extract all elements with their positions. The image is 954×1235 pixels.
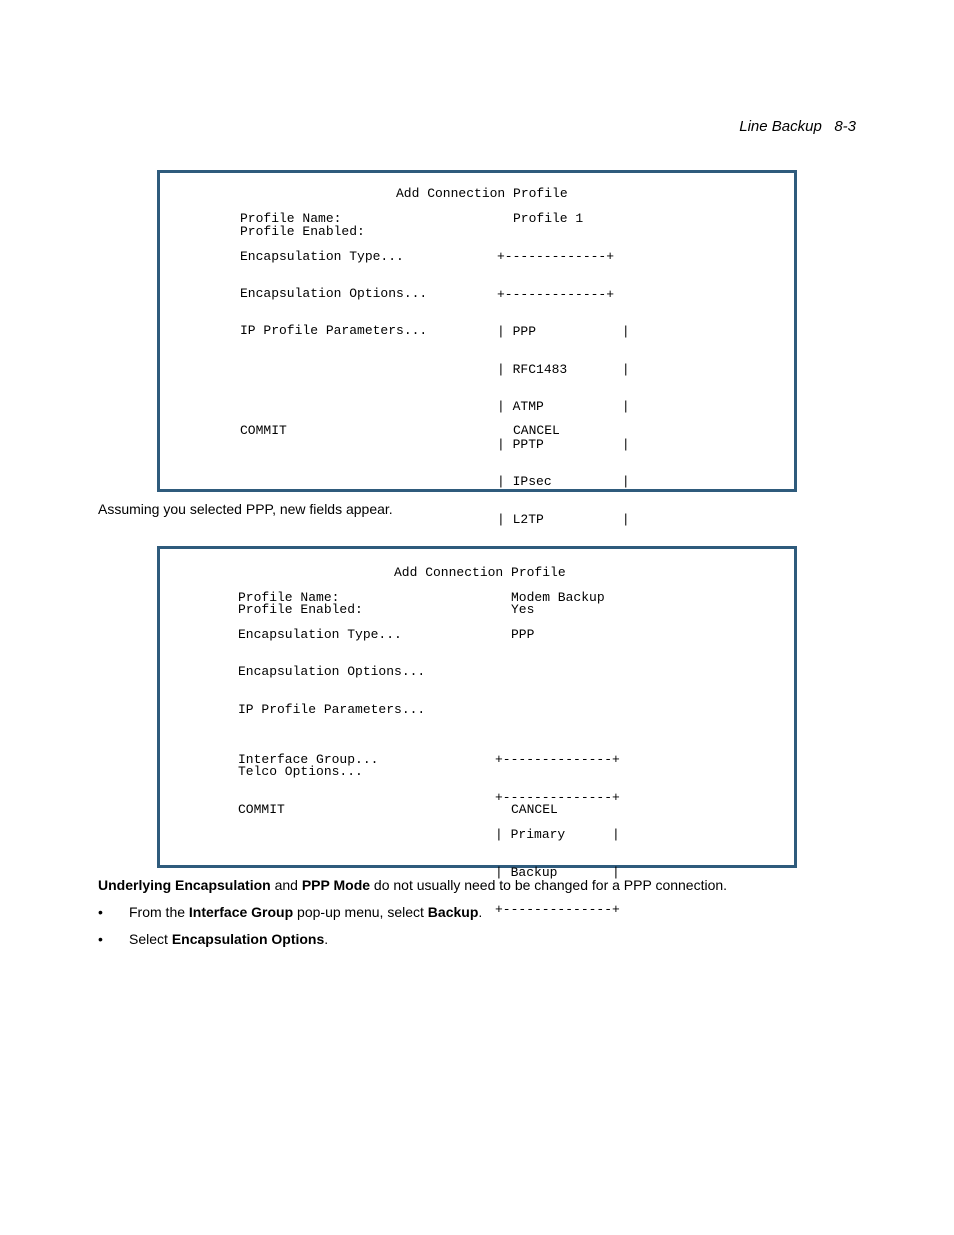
bullet-marker: • [98, 931, 103, 947]
popup-border-top-2: +--------------+ [495, 789, 620, 805]
field-telco-options[interactable]: Telco Options... [238, 764, 363, 779]
popup-item-atmp[interactable]: | ATMP | [497, 399, 630, 414]
popup-item-ppp[interactable]: | PPP | [497, 324, 630, 339]
field-encapsulation-options[interactable]: Encapsulation Options... [238, 664, 426, 679]
field-ip-profile-parameters[interactable]: IP Profile Parameters... [238, 702, 426, 717]
popup-border-top: +-------------+ [497, 249, 615, 264]
value-profile-name: Profile 1 [513, 211, 584, 226]
bullet-marker: • [98, 904, 103, 920]
popup-item-l2tp[interactable]: | L2TP | [497, 511, 630, 527]
value-profile-enabled: Yes [511, 602, 535, 617]
interface-group-popup-menu [495, 729, 620, 942]
popup-border-top-2: +-------------+ [497, 286, 615, 302]
caption-underlying-encapsulation: Underlying Encapsulation and PPP Mode do not usually need to be changed for a PPP connection. [98, 877, 728, 893]
value-encapsulation-type: PPP [511, 627, 535, 642]
header-page-number: 8-3 [834, 118, 856, 135]
screen-title: Add Connection Profile [394, 565, 566, 580]
field-ip-profile-parameters[interactable]: IP Profile Parameters... [240, 323, 428, 338]
field-interface-group[interactable]: Interface Group... [238, 752, 379, 767]
cancel-button[interactable]: CANCEL [511, 802, 558, 817]
label-profile-enabled: Profile Enabled: [238, 602, 363, 617]
cancel-button[interactable]: CANCEL [513, 423, 560, 438]
screen-title: Add Connection Profile [396, 186, 568, 201]
popup-border-bottom: +--------------+ [495, 902, 620, 917]
popup-border-top: +--------------+ [495, 752, 620, 767]
value-profile-name: Modem Backup [511, 590, 605, 605]
label-profile-name: Profile Name: [238, 590, 340, 605]
header-section: Line Backup [739, 118, 822, 135]
bullet-encapsulation-options: Select Encapsulation Options. [129, 931, 329, 947]
label-profile-name: Profile Name: [240, 211, 342, 226]
field-encapsulation-type[interactable]: Encapsulation Type... [240, 249, 404, 264]
bullet-interface-group: From the Interface Group pop-up menu, select Backup. [129, 904, 483, 920]
popup-item-primary[interactable]: | Primary | [495, 827, 620, 842]
commit-button[interactable]: COMMIT [238, 802, 285, 817]
field-encapsulation-type[interactable]: Encapsulation Type... [238, 627, 402, 642]
encapsulation-popup-menu [497, 226, 630, 589]
commit-button[interactable]: COMMIT [240, 423, 287, 438]
popup-item-ipsec[interactable]: | IPsec | [497, 474, 630, 489]
caption-selected-ppp: Assuming you selected PPP, new fields appear. [98, 501, 393, 517]
field-encapsulation-options[interactable]: Encapsulation Options... [240, 286, 428, 301]
page-header [739, 118, 856, 135]
popup-item-backup[interactable]: | Backup | [495, 864, 620, 880]
popup-item-pptp[interactable]: | PPTP | [497, 436, 630, 452]
popup-item-rfc1483[interactable]: | RFC1483 | [497, 361, 630, 377]
label-profile-enabled: Profile Enabled: [240, 224, 365, 239]
